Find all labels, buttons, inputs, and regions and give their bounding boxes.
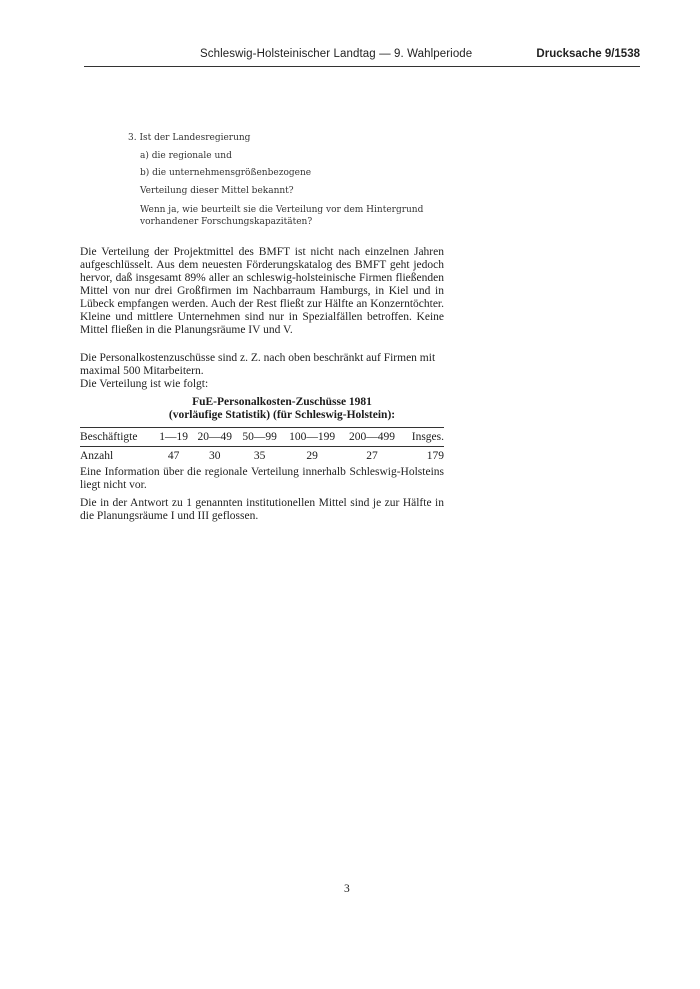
page-header [84,46,640,67]
page-number: 3 [344,883,350,895]
table-cell: 179 [426,450,444,462]
table-cell: Anzahl [80,450,114,462]
table-header-cell: 200—499 [349,431,395,443]
table-header-cell: Insges. [411,431,444,443]
table-header-cell: 100—199 [289,431,336,443]
question-item-b: b) die unternehmensgrößenbezogene [140,168,312,178]
table-header-row [80,428,444,447]
table-title-line-1: FuE-Personalkosten-Zuschüsse 1981 [192,396,372,408]
question-closing: Verteilung dieser Mittel bekannt? [140,185,294,196]
table-title-line-2: (vorläufige Statistik) (für Schleswig-Holstein): [168,409,396,421]
document-number: Drucksache 9/1538 [536,48,640,60]
table-cell: 35 [253,450,266,462]
table-header-cell: 20—49 [197,431,232,443]
table-cell: 27 [366,450,378,462]
table-header-cell: Beschäftigte [80,431,138,443]
statistics-table-block [80,396,444,465]
table-header-cell: 50—99 [242,431,277,443]
question-block [128,130,448,228]
question-follow-up: Wenn ja, wie beurteilt sie die Verteilung vor dem Hintergrund vorhandener Forschungskapazitäten? [140,205,424,227]
answer-paragraph-2 [80,352,444,391]
table-row [80,447,444,466]
paragraph-2-line-2: Die Verteilung ist wie folgt: [80,378,209,390]
table-title [80,396,444,422]
header-title: Schleswig-Holsteinischer Landtag — 9. Wahlperiode [200,48,473,60]
table-header-cell: 1—19 [159,431,188,443]
statistics-table [80,427,444,465]
answer-paragraph-4: Die in der Antwort zu 1 genannten institutionellen Mittel sind je zur Hälfte in die Planungsräume I und III geflossen. [80,497,444,522]
table-cell: 29 [306,450,318,462]
table-cell: 47 [167,450,180,462]
table-cell: 30 [209,450,221,462]
paragraph-2-line-1: Die Personalkostenzuschüsse sind z. Z. nach oben beschränkt auf Firmen mit maximal 500 Mitarbeitern. [80,352,436,377]
answer-paragraph-3: Eine Information über die regionale Verteilung innerhalb Schleswig-Holsteins liegt nicht vor. [80,466,444,491]
answer-paragraph-1: Die Verteilung der Projektmittel des BMFT ist nicht nach einzelnen Jahren aufgeschlüsselt. Aus dem neuesten Förderungskatalog des BMFT geht jedoch hervor, daß insgesamt 89% aller an schleswig-holsteinische Firmen fließenden Mittel von nur drei Großfirmen im Nachbarraum Hamburgs, in Kiel und in Lübeck empfangen werden. Auch der Rest fließt zur Hälfte an Konzerntöchter. Kleine und mittlere Unternehmen sind nur in Spezialfällen betroffen. Keine Mittel fließen in die Planungsräume IV und V. [80,246,444,336]
question-intro: 3. Ist der Landesregierung [128,133,251,143]
question-item-a: a) die regionale und [140,150,232,161]
